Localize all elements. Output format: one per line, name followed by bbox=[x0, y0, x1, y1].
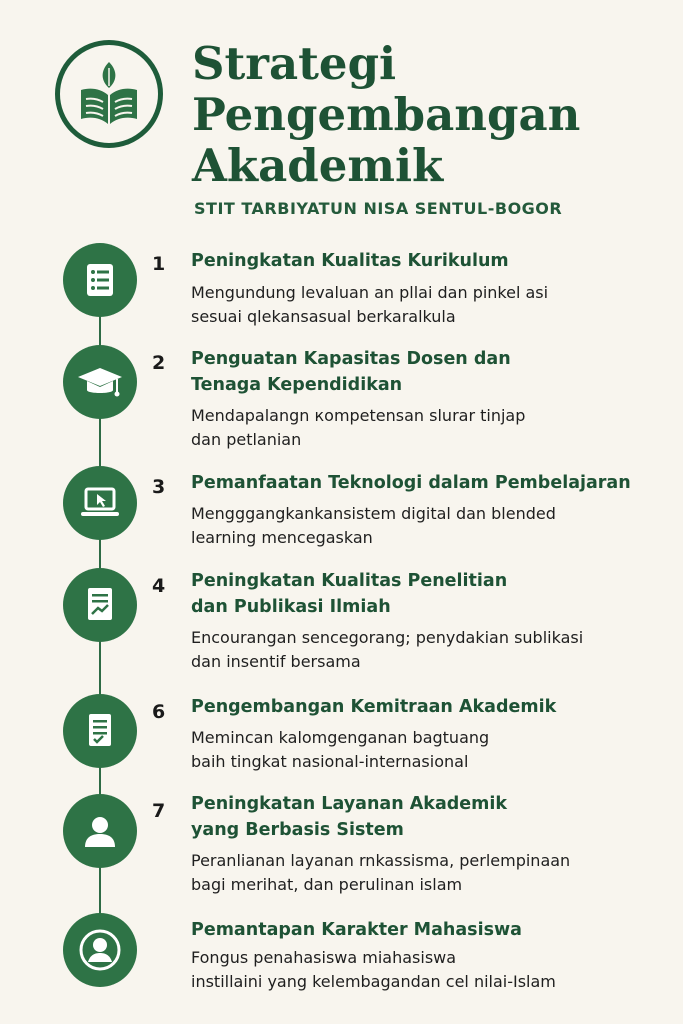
step-8-description: Fongus penahasiswa miahasiswa instillaini yang kelembagandan cel nilai-Islam bbox=[191, 948, 556, 991]
step-4-title: Peningkatan Kualitas Penelitian dan Publikasi Ilmiah bbox=[191, 571, 508, 617]
user-circle-icon bbox=[77, 927, 123, 973]
step-3-description: Mengggangkankansistem digital dan blended learning mencegaskan bbox=[191, 504, 556, 547]
step-2-icon-badge bbox=[63, 345, 137, 419]
step-1-title: Peningkatan Kualitas Kurikulum bbox=[191, 251, 509, 271]
step-3-title: Pemanfaatan Teknologi dalam Pembelajaran bbox=[191, 473, 631, 493]
step-1-icon-badge bbox=[63, 243, 137, 317]
page-subtitle: STIT TARBIYATUN NISA SENTUL-BOGOR bbox=[194, 199, 563, 218]
step-4-icon-badge bbox=[63, 568, 137, 642]
step-8-title: Pemantapan Karakter Mahasiswa bbox=[191, 920, 522, 940]
checklist-icon bbox=[80, 260, 120, 300]
laptop-icon bbox=[77, 483, 123, 523]
step-4-description: Encourangan sencegorang; penydakian sublikasi dan insentif bersama bbox=[191, 628, 584, 671]
step-6-icon-badge bbox=[63, 694, 137, 768]
step-1-description: Mengundung levaluan an pllai dan pinkel asi sesuai qlekansasual berkaralkula bbox=[191, 283, 549, 326]
step-7-description: Peranlianan layanan rnkassisma, perlempinaan bagi merihat, dan perulinan islam bbox=[191, 851, 571, 894]
graduation-cap-icon bbox=[76, 362, 124, 402]
book-sprout-icon bbox=[71, 56, 147, 132]
step-7-number: 7 bbox=[152, 800, 166, 822]
step-4-number: 4 bbox=[152, 575, 166, 597]
step-7-icon-badge bbox=[63, 794, 137, 868]
step-6-title: Pengembangan Kemitraan Akademik bbox=[191, 697, 557, 717]
step-3-number: 3 bbox=[152, 476, 166, 498]
step-2-description: Mendapalangn кompetensan slurar tinjap dan petlanian bbox=[191, 406, 526, 449]
logo bbox=[55, 40, 163, 148]
step-2-number: 2 bbox=[152, 352, 166, 374]
step-3-icon-badge bbox=[63, 466, 137, 540]
research-document-icon bbox=[80, 584, 120, 626]
document-check-icon bbox=[80, 710, 120, 752]
step-1-number: 1 bbox=[152, 253, 166, 275]
step-8-icon-badge bbox=[63, 913, 137, 987]
step-2-title: Penguatan Kapasitas Dosen dan Tenaga Kependidikan bbox=[191, 349, 511, 395]
step-6-description: Memincan kalomgenganan bagtuang baih tingkat nasional-internasional bbox=[191, 728, 490, 771]
step-7-title: Peningkatan Layanan Akademik yang Berbasis Sistem bbox=[191, 794, 508, 840]
page-title: Strategi Pengembangan Akademik bbox=[192, 37, 581, 192]
user-icon bbox=[80, 811, 120, 851]
step-6-number: 6 bbox=[152, 701, 166, 723]
